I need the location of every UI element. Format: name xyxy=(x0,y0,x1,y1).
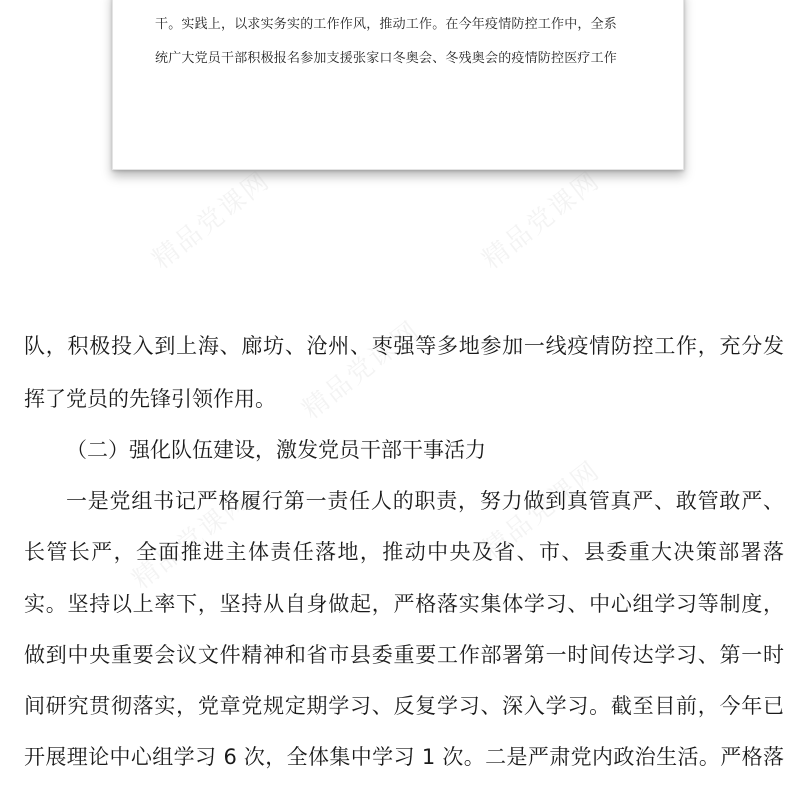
watermark: 精品党课网 xyxy=(147,165,276,276)
watermark: 精品党课网 xyxy=(127,485,256,596)
body-line-4: 长管长严，全面推进主体责任落地，推动中央及省、市、县委重大决策部署落 xyxy=(24,540,784,564)
preview-line-2: 统广大党员干部积极报名参加支援张家口冬奥会、冬残奥会的疫情防控医疗工作 xyxy=(155,51,618,66)
watermark: 精品党课网 xyxy=(297,315,426,426)
body-line-1: 队，积极投入到上海、廊坊、沧州、枣强等多地参加一线疫情防控工作，充分发 xyxy=(24,334,784,358)
body-line-3: 一是党组书记严格履行第一责任人的职责，努力做到真管真严、敢管敢严、 xyxy=(66,489,784,513)
preview-line-1: 干。实践上，以求实务实的工作作风，推动工作。在今年疫情防控工作中，全系 xyxy=(155,17,618,32)
watermark: 精品党课网 xyxy=(477,455,606,566)
body-line-6: 做到中央重要会议文件精神和省市县委重要工作部署第一时间传达学习、第一时 xyxy=(24,643,784,667)
body-line-5: 实。坚持以上率下，坚持从自身做起，严格落实集体学习、中心组学习等制度， xyxy=(24,592,784,616)
watermark: 精品党课网 xyxy=(477,165,606,276)
body-line-8: 开展理论中心组学习 6 次，全体集中学习 1 次。二是严肃党内政治生活。严格落 xyxy=(24,745,784,769)
body-line-7: 间研究贯彻落实，党章党规定期学习、反复学习、深入学习。截至目前，今年已 xyxy=(24,694,784,718)
document-preview-card xyxy=(112,0,684,170)
body-line-2: 挥了党员的先锋引领作用。 xyxy=(24,387,276,411)
section-heading: （二）强化队伍建设，激发党员干部干事活力 xyxy=(66,438,486,462)
